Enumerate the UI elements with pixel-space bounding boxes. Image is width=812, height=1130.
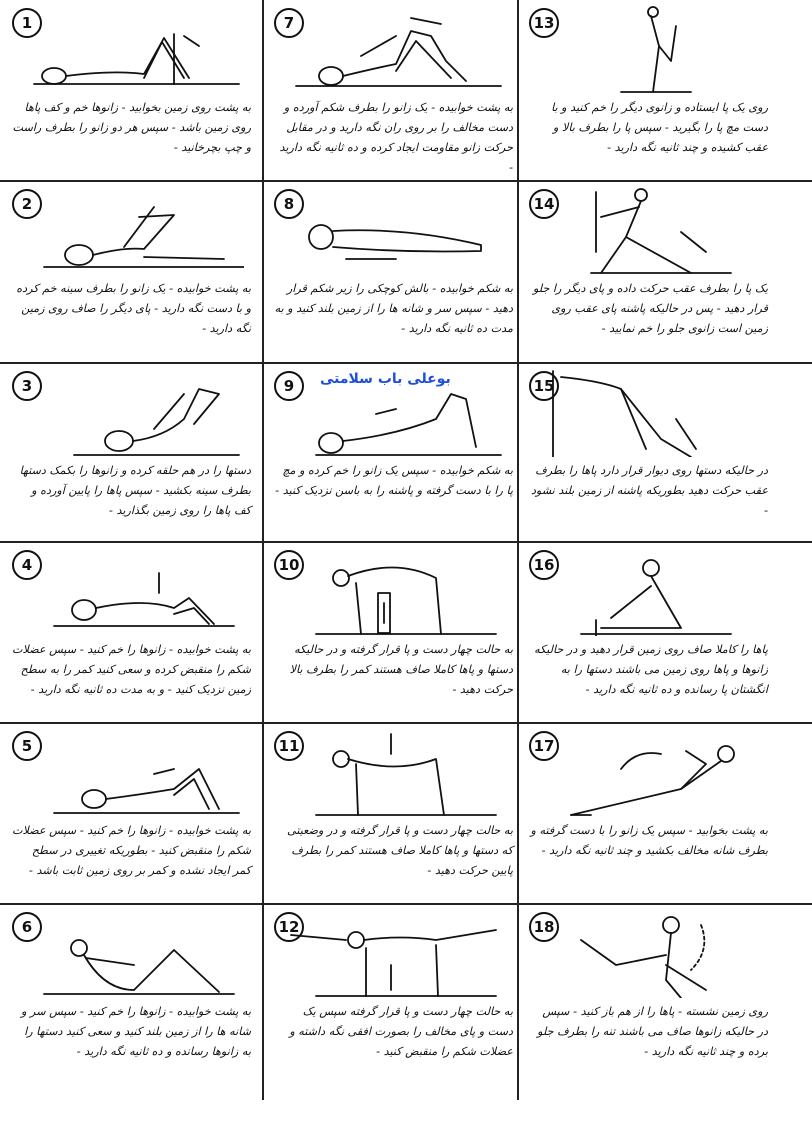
exercise-cell [4,725,259,902]
exercise-number: 17 [529,731,559,761]
exercise-number: 12 [274,912,304,942]
exercise-figure [24,548,244,636]
watermark-text: بوعلی باب سلامتی [320,371,451,387]
exercise-number: 16 [529,550,559,580]
exercise-cell [4,183,259,360]
exercise-number: 6 [12,912,42,942]
exercise-number: 1 [12,8,42,38]
exercise-number: 14 [529,189,559,219]
row-divider [0,903,812,905]
exercise-instructions: به حالت چهار دست و پا قرار گرفته و در حالیکه دستها و پاها کاملا صاف هستند کمر را بطرف بالا حرکت دهید - [289,643,513,696]
exercise-figure [541,6,761,94]
exercise-number: 5 [12,731,42,761]
exercise-cell [4,365,259,542]
exercise-cell [266,544,521,721]
exercise-number: 7 [274,8,304,38]
exercise-cell [521,365,776,542]
exercise-instructions: یک پا را بطرف عقب حرکت داده و پای دیگر را جلو قرار دهید - پس در حالیکه پاشنه پای عقب روی زمین است زانوی جلو را خم نمایید - [532,282,768,335]
exercise-number: 13 [529,8,559,38]
exercise-number: 15 [529,371,559,401]
exercise-number: 4 [12,550,42,580]
column-divider [262,0,264,1100]
exercise-number: 3 [12,371,42,401]
exercise-instructions: به پشت خوابیده - زانوها را خم کنید - سپس سر و شانه ها را از زمین بلند کنید و سعی کنید دستها را به زانوها رسانده و ده ثانیه نگه دارید - [21,1005,251,1058]
exercise-cell [4,544,259,721]
exercise-figure [286,187,506,275]
exercise-figure [541,369,761,457]
exercise-figure [24,187,244,275]
exercise-instructions: به پشت خوابیده - زانوها را خم کنید - سپس عضلات شکم را منقبض کنید - بطوریکه تغییری در سطح کمر ایجاد نشده و کمر بر روی زمین ثابت باشد - [12,824,251,877]
exercise-figure [286,548,506,636]
exercise-cell [266,2,521,179]
exercise-instructions: روی زمین نشسته - پاها را از هم باز کنید - سپس در حالیکه زانوها صاف می باشند تنه را بطرف جلو برده و چند ثانیه نگه دارید - [537,1005,768,1058]
exercise-figure [541,187,761,275]
exercise-instructions: به پشت خوابیده - زانوها را خم کنید - سپس عضلات شکم را منقبض کرده و سعی کنید کمر را به سطح زمین نزدیک کنید - و به مدت ده ثانیه نگه دارید - [12,643,251,696]
exercise-figure [286,369,506,457]
exercise-cell [4,2,259,179]
exercise-number: 9 [274,371,304,401]
exercise-instructions: به حالت چهار دست و پا قرار گرفته و در وضعیتی که دستها و پاها کاملا صاف هستند کمر را بطرف پایین حرکت دهید - [287,824,513,877]
exercise-instructions: به پشت خوابیده - یک زانو را بطرف سینه خم کرده و با دست نگه دارید - پای دیگر را صاف روی زمین نگه دارید - [16,282,251,335]
exercise-number: 18 [529,912,559,942]
exercise-instructions: به حالت چهار دست و پا قرار گرفته سپس یک دست و پای مخالف را بصورت افقی نگه داشته و عضلات شکم را منقبض کنید - [289,1005,513,1058]
exercise-number: 2 [12,189,42,219]
exercise-figure [286,6,506,94]
exercise-instructions: به پشت خوابیده - یک زانو را بطرف شکم آورده و دست مخالف را بر روی ران نگه دارید و در مقابل حرکت زانو مقاومت ایجاد کرده و ده ثانیه نگه دارید - [279,101,513,174]
exercise-figure [24,729,244,817]
row-divider [0,722,812,724]
exercise-cell [521,725,776,902]
exercise-figure [286,729,506,817]
exercise-instructions: به پشت روی زمین بخوابید - زانوها خم و کف پاها روی زمین باشد - سپس هر دو زانو را بطرف راست و چپ بچرخانید - [12,101,251,154]
exercise-number: 8 [274,189,304,219]
exercise-instructions: به پشت بخوابید - سپس یک زانو را با دست گرفته و بطرف شانه مخالف بکشید و چند ثانیه نگه دارید - [530,824,768,857]
exercise-cell [266,365,521,542]
row-divider [0,362,812,364]
exercise-figure [24,369,244,457]
exercise-figure [541,729,761,817]
exercise-cell [521,906,776,1083]
exercise-cell [521,2,776,179]
exercise-cell [521,544,776,721]
exercise-instructions: در حالیکه دستها روی دیوار قرار دارد پاها را بطرف عقب حرکت دهید بطوریکه پاشنه از زمین بلند نشود - [530,464,768,517]
exercise-figure [541,548,761,636]
exercise-figure [24,6,244,94]
exercise-instructions: دستها را در هم حلقه کرده و زانوها را بکمک دستها بطرف سینه بکشید - سپس پاها را پایین آورده و کف پاها را روی زمین بگذارید - [19,464,251,517]
exercise-cell [266,906,521,1083]
exercise-instructions: به شکم خوابیده - بالش کوچکی را زیر شکم قرار دهید - سپس سر و شانه ها را از زمین بلند کنید و به مدت ده ثانیه نگه دارید - [274,282,513,335]
exercise-figure [286,910,506,998]
exercise-cell [266,725,521,902]
exercise-number: 10 [274,550,304,580]
exercise-cell [266,183,521,360]
exercise-instructions: به شکم خوابیده - سپس یک زانو را خم کرده و مچ پا را با دست گرفته و پاشنه را به باسن نزدیک کنید - [275,464,513,497]
exercise-cell [521,183,776,360]
exercise-figure [24,910,244,998]
exercise-instructions: پاها را کاملا صاف روی زمین قرار دهید و در حالیکه زانوها و پاها روی زمین می باشند دستها را به انگشتان پا رسانده و ده ثانیه نگه دارید - [534,643,768,696]
exercise-number: 11 [274,731,304,761]
exercise-cell [4,906,259,1083]
row-divider [0,180,812,182]
exercise-instructions: روی یک پا ایستاده و زانوی دیگر را خم کنید و با دست مچ پا را بگیرید - سپس پا را بطرف بالا و عقب کشیده و چند ثانیه نگه دارید - [551,101,768,154]
exercise-figure [541,910,761,998]
